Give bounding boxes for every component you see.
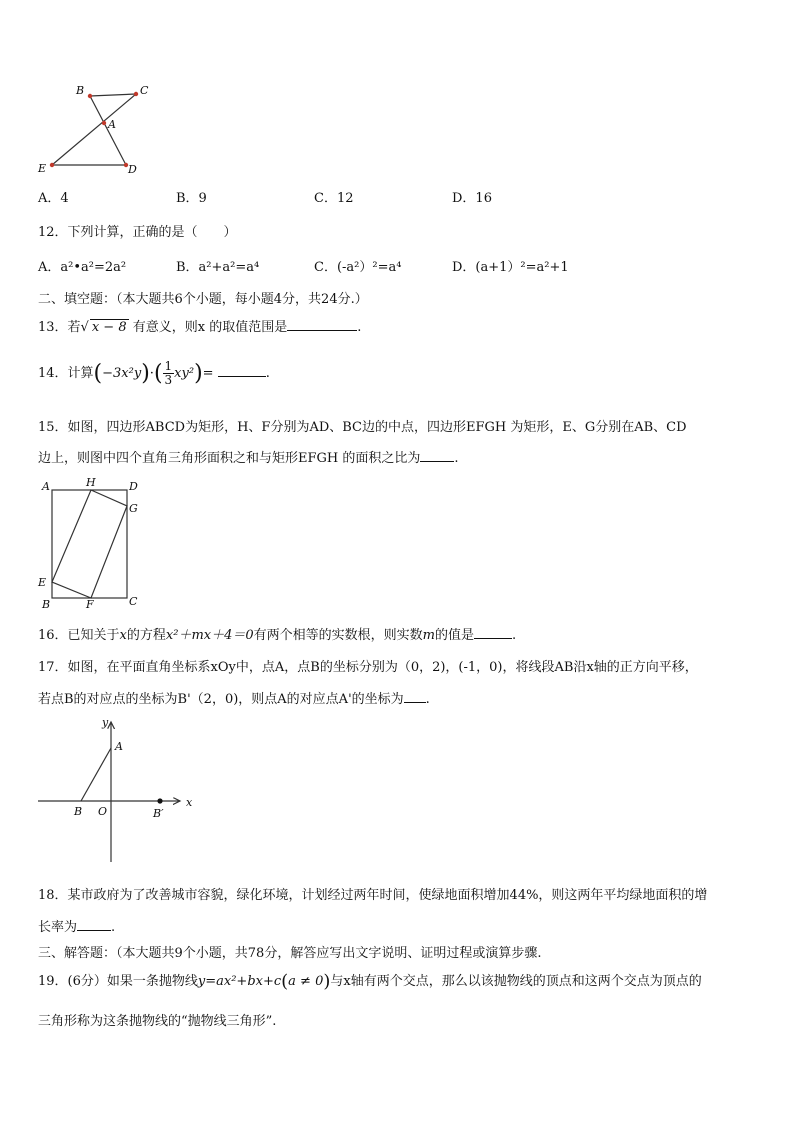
q13-prefix: 13．若 [38,320,81,335]
q16-mid: 的方程 [126,628,166,643]
q15-line1: 15．如图，四边形ABCD为矩形，H、F分别为AD、BC边的中点，四边形EFGH 为矩形，E、G分别在AB、CD [38,420,687,435]
q11-option-b: B．9 [176,191,207,206]
q14-term2: xy² [174,366,195,381]
q11-label-A: A [108,118,116,131]
q15-line2: 边上，则图中四个直角三角形面积之和与矩形EFGH 的面积之比为 [38,451,421,466]
q17-label-y: y [102,716,109,729]
q11-option-c: C．12 [314,191,354,206]
q11-option-d: D．16 [452,191,492,206]
q17-label-B: B [74,805,83,818]
q17-line2-wrap [38,688,430,707]
q14-prefix: 14．计算 [38,366,94,381]
q15-label-F: F [86,598,94,611]
q16-m: m [422,628,435,643]
q14-term1: −3x²y [102,366,142,381]
q17-figure [36,714,206,866]
q19-prefix: 19．(6分）如果一条抛物线 [38,974,198,989]
q18-end: . [111,920,116,935]
q12-option-b: B．a²+a²=a⁴ [176,260,260,275]
q19-line2: 三角形称为这条抛物线的“抛物线三角形”. [38,1014,277,1029]
q19-suffix: 与x轴有两个交点，那么以该抛物线的顶点和这两个交点为顶点的 [330,974,702,989]
q15-label-B: B [42,598,51,611]
q14-frac-num: 1 [164,359,173,373]
q15-label-C: C [129,595,138,608]
q13-suffix: 有意义，则x 的取值范围是 [132,320,288,335]
q11-label-D: D [128,163,137,176]
q17-label-A: A [115,740,123,753]
q16 [38,624,516,643]
q13-answer-blank[interactable] [287,318,357,331]
q16-mid2: 有两个相等的实数根，则实数 [253,628,423,643]
q17-label-x: x [186,796,193,809]
q15-label-E: E [38,576,47,589]
q14-fraction [163,360,175,387]
q13 [38,316,361,335]
q16-end: . [512,628,517,643]
q17-line2: 若点B的对应点的坐标为B'（2，0)，则点A的对应点A'的坐标为 [38,692,404,707]
q17-line1: 17．如图，在平面直角坐标系xOy中，点A，点B的坐标分别为（0，2)，(-1，0)，将线段AB沿x轴的正方向平移， [38,660,698,675]
q19-line1: 19．(6分）如果一条抛物线y=ax²+bx+c(a ≠ 0)与x轴有两个交点，那么以该抛物线的顶点和这两个交点为顶点的 [38,971,702,992]
q14-end: . [265,366,270,381]
q15-end: . [454,451,459,466]
q12-option-d: D．(a+1）²=a²+1 [452,260,569,275]
q14-dot: · [149,366,154,381]
q15-label-G: G [129,502,138,515]
q17-answer-blank[interactable] [404,690,426,703]
q11-label-B: B [76,84,85,97]
q14: 14．计算(−3x²y)·( $\frac{1}{3}$ xy²)= . [38,359,270,387]
q13-sqrt-sign: √ [80,320,89,335]
q15-figure [36,474,146,614]
q16-x: x [119,628,127,643]
q12-option-a: A．a²•a²=2a² [38,260,127,275]
q12-stem: 12．下列计算，正确的是（ ） [38,225,237,240]
q15-answer-blank[interactable] [420,449,454,462]
q18-line2: 长率为 [38,920,78,935]
q13-end: . [357,320,362,335]
q14-frac-den: 3 [164,373,173,387]
q14-eq: = [202,366,214,381]
q16-answer-blank[interactable] [474,626,512,639]
q17-end: . [425,692,430,707]
q15-label-H: H [86,476,96,489]
q16-equation: x²＋mx＋4＝0 [165,628,254,643]
q17-label-B-prime: B′ [153,807,164,820]
q11-label-E: E [38,162,47,175]
q11-label-C: C [140,84,149,97]
q14-answer-blank[interactable] [218,364,266,377]
q17-label-O: O [98,805,108,818]
q13-radicand: x − 8 [91,320,127,335]
q19-formula: y=ax²+bx+c [197,974,282,989]
q11-figure [36,82,156,177]
q16-suffix: 的值是 [435,628,475,643]
q19-condition: a ≠ 0 [288,974,324,989]
q11-option-a: A．4 [38,191,69,206]
q18-line2-wrap [38,916,115,935]
q16-prefix: 16．已知关于 [38,628,120,643]
q15-label-A: A [42,480,50,493]
section-3-heading: 三、解答题：（本大题共9个小题，共78分，解答应写出文字说明、证明过程或演算步骤. [38,946,542,961]
q18-answer-blank[interactable] [77,918,111,931]
q15-label-D: D [129,480,138,493]
q12-option-c: C．(-a²）²=a⁴ [314,260,402,275]
q15-line2-wrap [38,447,459,466]
q18-line1: 18．某市政府为了改善城市容貌，绿化环境，计划经过两年时间，使绿地面积增加44%，则这两年平均绿地面积的增 [38,888,708,903]
section-2-heading: 二、填空题：（本大题共6个小题，每小题4分，共24分.） [38,292,368,307]
